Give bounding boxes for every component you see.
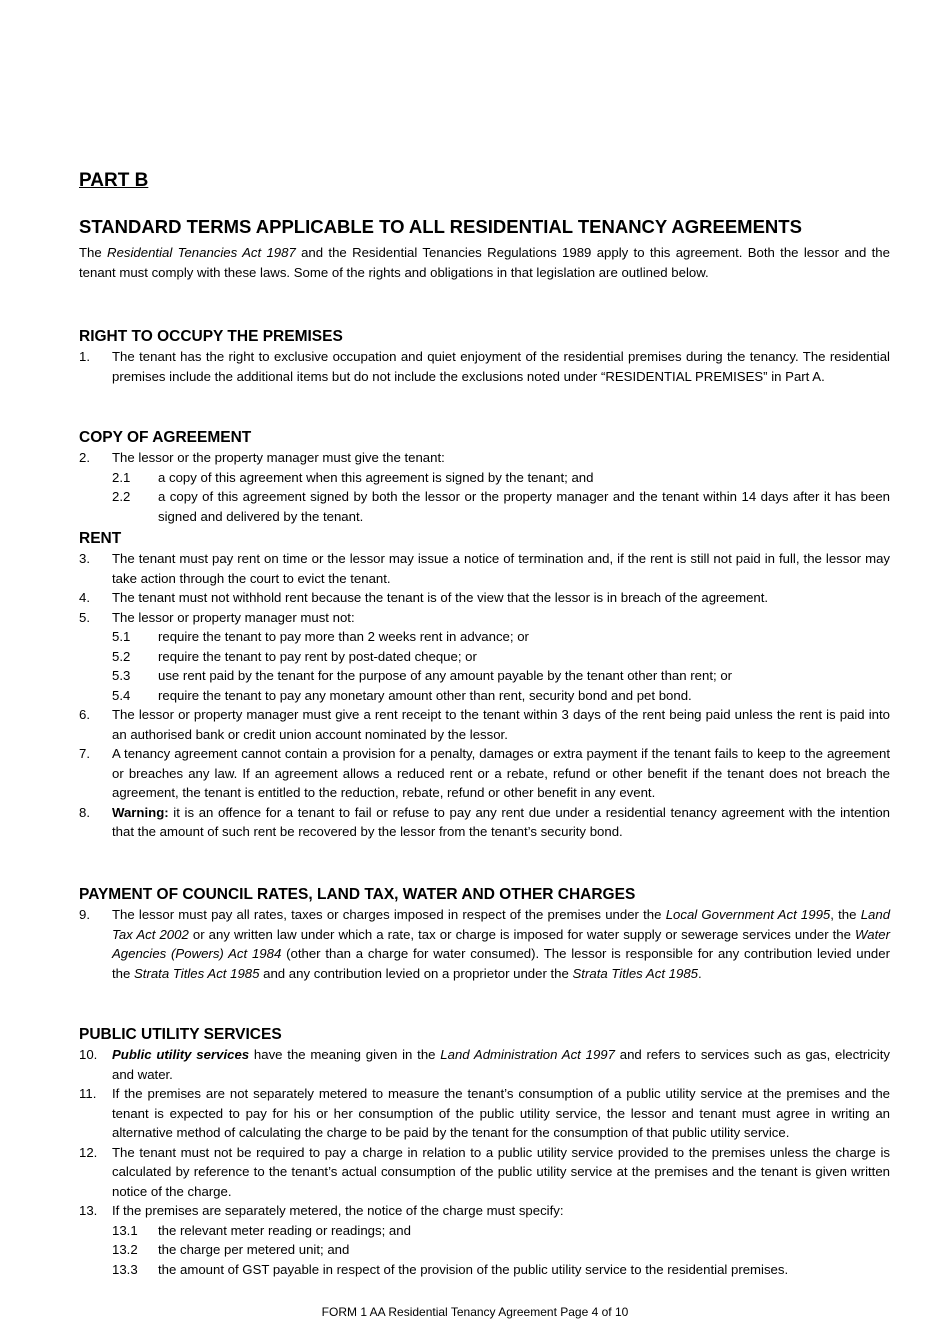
sub-clause-text: a copy of this agreement when this agreement is signed by the tenant; and xyxy=(158,469,594,485)
part-label: PART B xyxy=(79,170,149,191)
sub-clause-text: require the tenant to pay more than 2 weeks rent in advance; or xyxy=(158,629,529,644)
body-text: The lessor or the property manager must give the tenant: xyxy=(112,450,445,465)
section-heading: PAYMENT OF COUNCIL RATES, LAND TAX, WATER AND OTHER CHARGES xyxy=(79,886,636,903)
sub-clause-number: 13.1 xyxy=(112,1222,138,1238)
body-text: and any contribution levied on a proprietor under the xyxy=(259,965,573,981)
emphasis-text: Strata Titles Act 1985 xyxy=(134,965,260,981)
sub-clause xyxy=(79,468,890,488)
body-text: The xyxy=(79,245,108,260)
sub-clause-text: use rent paid by the tenant for the purpose of any amount payable by the tenant other than rent; or xyxy=(158,668,733,683)
clause-number: 3. xyxy=(79,551,90,566)
clause-number: 5. xyxy=(79,609,90,625)
body-text: If the premises are separately metered, the notice of the charge must specify: xyxy=(112,1203,564,1218)
emphasis-text: Strata Titles Act 1985 xyxy=(572,965,698,981)
section xyxy=(79,1024,890,1279)
emphasis-text: Public utility services xyxy=(112,1047,250,1062)
emphasis-text: Residential Tenancies Act 1987 xyxy=(107,245,296,260)
body-text: A tenancy agreement cannot contain a provision for a penalty, damages or extra payment if the tenant fails to keep to the agreement or breaches any law. If an agreement allows a reduced rent or a rebate, refund or other benefit if the tenant does not breach the agreement, the tenant is entitled to the reduction, rebate, refund or other benefit in any event. xyxy=(112,746,890,800)
clause xyxy=(79,448,890,468)
section-heading: RENT xyxy=(79,530,122,547)
clause-number: 12. xyxy=(79,1144,98,1160)
body-text: it is an offence for a tenant to fail or refuse to pay any rent due under a residential tenancy agreement with the intention that the amount of such rent be recovered by the lessor from the tenant’s security bond. xyxy=(112,804,890,839)
clause xyxy=(79,1201,890,1221)
section xyxy=(79,427,890,526)
clause-number: 1. xyxy=(79,349,90,364)
section xyxy=(79,326,890,386)
section-heading: PUBLIC UTILITY SERVICES xyxy=(79,1026,282,1043)
sub-clause xyxy=(79,627,890,647)
section-heading: RIGHT TO OCCUPY THE PREMISES xyxy=(79,328,343,345)
clause xyxy=(79,803,890,842)
emphasis-text: Warning: xyxy=(112,804,169,820)
clause-number: 8. xyxy=(79,804,90,820)
sub-clause-number: 13.2 xyxy=(112,1242,138,1257)
clause-number: 7. xyxy=(79,746,90,761)
page-footer: FORM 1 AA Residential Tenancy Agreement Page 4 of 10 xyxy=(321,1305,629,1319)
clause-number: 11. xyxy=(79,1086,97,1101)
intro-paragraph xyxy=(79,243,890,282)
clause-number: 4. xyxy=(79,590,90,605)
clause-number: 10. xyxy=(79,1047,98,1062)
body-text: . xyxy=(697,965,702,981)
body-text: The tenant must pay rent on time or the lessor may issue a notice of termination and, if the rent is still not paid in full, the lessor may take action through the court to evict the tenant. xyxy=(112,551,890,586)
sub-clause-text: require the tenant to pay any monetary amount other than rent, security bond and pet bond. xyxy=(158,687,692,703)
body-text: The tenant has the right to exclusive occupation and quiet enjoyment of the residential premises during the tenancy. The residential premises include the additional items but do not include the exclusions noted under “RESIDENTIAL PREMISES” in Part A. xyxy=(112,349,890,384)
clause xyxy=(79,588,890,608)
sub-clause-number: 2.2 xyxy=(112,489,131,504)
sub-clause xyxy=(79,1260,890,1280)
clause xyxy=(79,1084,890,1143)
clause xyxy=(79,1045,890,1084)
body-text: and the Residential Tenancies Regulations 1989 apply to this agreement. Both the lessor and the tenant must comply with these laws. Some of the rights and obligations in that legislation are outlined below. xyxy=(79,245,890,280)
section xyxy=(79,884,890,983)
sub-clause xyxy=(79,686,890,706)
clause xyxy=(79,549,890,588)
clause-number: 9. xyxy=(79,907,90,922)
body-text: The lessor or property manager must give a rent receipt to the tenant within 3 days of the rent being paid unless the rent is paid into an authorised bank or credit union account nominated by the lessor. xyxy=(112,707,890,742)
body-text: and refers to services such as gas, electricity and water. xyxy=(112,1047,890,1082)
clause xyxy=(79,905,890,983)
emphasis-text: Land Tax Act 2002 xyxy=(112,907,891,942)
body-text: or any written law under which a rate, tax or charge is imposed for water supply or sewerage services under the xyxy=(188,926,856,942)
sub-clause-text: the amount of GST payable in respect of the provision of the public utility service to the residential premises. xyxy=(158,1261,789,1277)
body-text: If the premises are not separately metered to measure the tenant’s consumption of a public utility service at the premises and the tenant is expected to pay for his or her consumption of the public utility service, the lessor and tenant must agree in writing an alternative method of calculating the charge to be paid by the tenant for the consumption of that public utility service. xyxy=(112,1086,890,1140)
section xyxy=(79,528,890,842)
emphasis-text: Land Administration Act 1997 xyxy=(440,1047,615,1062)
sub-clause-number: 13.3 xyxy=(112,1261,138,1277)
sub-clause-number: 5.1 xyxy=(112,629,131,644)
clause xyxy=(79,1143,890,1202)
body-text: The tenant must not be required to pay a charge in relation to a public utility service provided to the premises unless the charge is calculated by reference to the tenant’s actual consumption of the public utility service at the premises and the tenant is given written notice of the charge. xyxy=(112,1144,890,1199)
sub-clause-text: the charge per metered unit; and xyxy=(158,1242,350,1257)
sub-clause-text: a copy of this agreement signed by both the lessor or the property manager and the tenant within 14 days after it has been signed and delivered by the tenant. xyxy=(158,489,890,524)
sub-clause-number: 2.1 xyxy=(112,469,131,485)
clause-number: 2. xyxy=(79,450,90,465)
sub-clause xyxy=(79,647,890,667)
clause xyxy=(79,744,890,803)
clause xyxy=(79,347,890,386)
clause-number: 13. xyxy=(79,1203,98,1218)
body-text: (other than a charge for water consumed). The lessor is responsible for any contribution levied under the xyxy=(112,946,890,981)
sub-clause-number: 5.2 xyxy=(112,648,131,664)
sub-clause-text: the relevant meter reading or readings; and xyxy=(158,1222,411,1238)
emphasis-text: Water Agencies (Powers) Act 1984 xyxy=(112,926,890,961)
body-text: , the xyxy=(830,907,861,922)
sub-clause xyxy=(79,1221,890,1241)
sub-clause xyxy=(79,487,890,526)
sub-clause-text: require the tenant to pay rent by post-dated cheque; or xyxy=(158,648,477,664)
body-text: The lessor or property manager must not: xyxy=(112,609,355,625)
emphasis-text: Local Government Act 1995 xyxy=(665,907,831,922)
section-heading: COPY OF AGREEMENT xyxy=(79,429,252,446)
clause xyxy=(79,608,890,628)
clause-number: 6. xyxy=(79,707,90,722)
sub-clause xyxy=(79,666,890,686)
sub-clause-number: 5.4 xyxy=(112,687,131,703)
sub-clause xyxy=(79,1240,890,1260)
body-text: The lessor must pay all rates, taxes or charges imposed in respect of the premises under the xyxy=(112,907,666,922)
sub-clause-number: 5.3 xyxy=(112,668,131,683)
page-title: STANDARD TERMS APPLICABLE TO ALL RESIDENTIAL TENANCY AGREEMENTS xyxy=(79,216,802,237)
clause xyxy=(79,705,890,744)
body-text: have the meaning given in the xyxy=(249,1047,441,1062)
body-text: The tenant must not withhold rent because the tenant is of the view that the lessor is in breach of the agreement. xyxy=(112,590,769,605)
